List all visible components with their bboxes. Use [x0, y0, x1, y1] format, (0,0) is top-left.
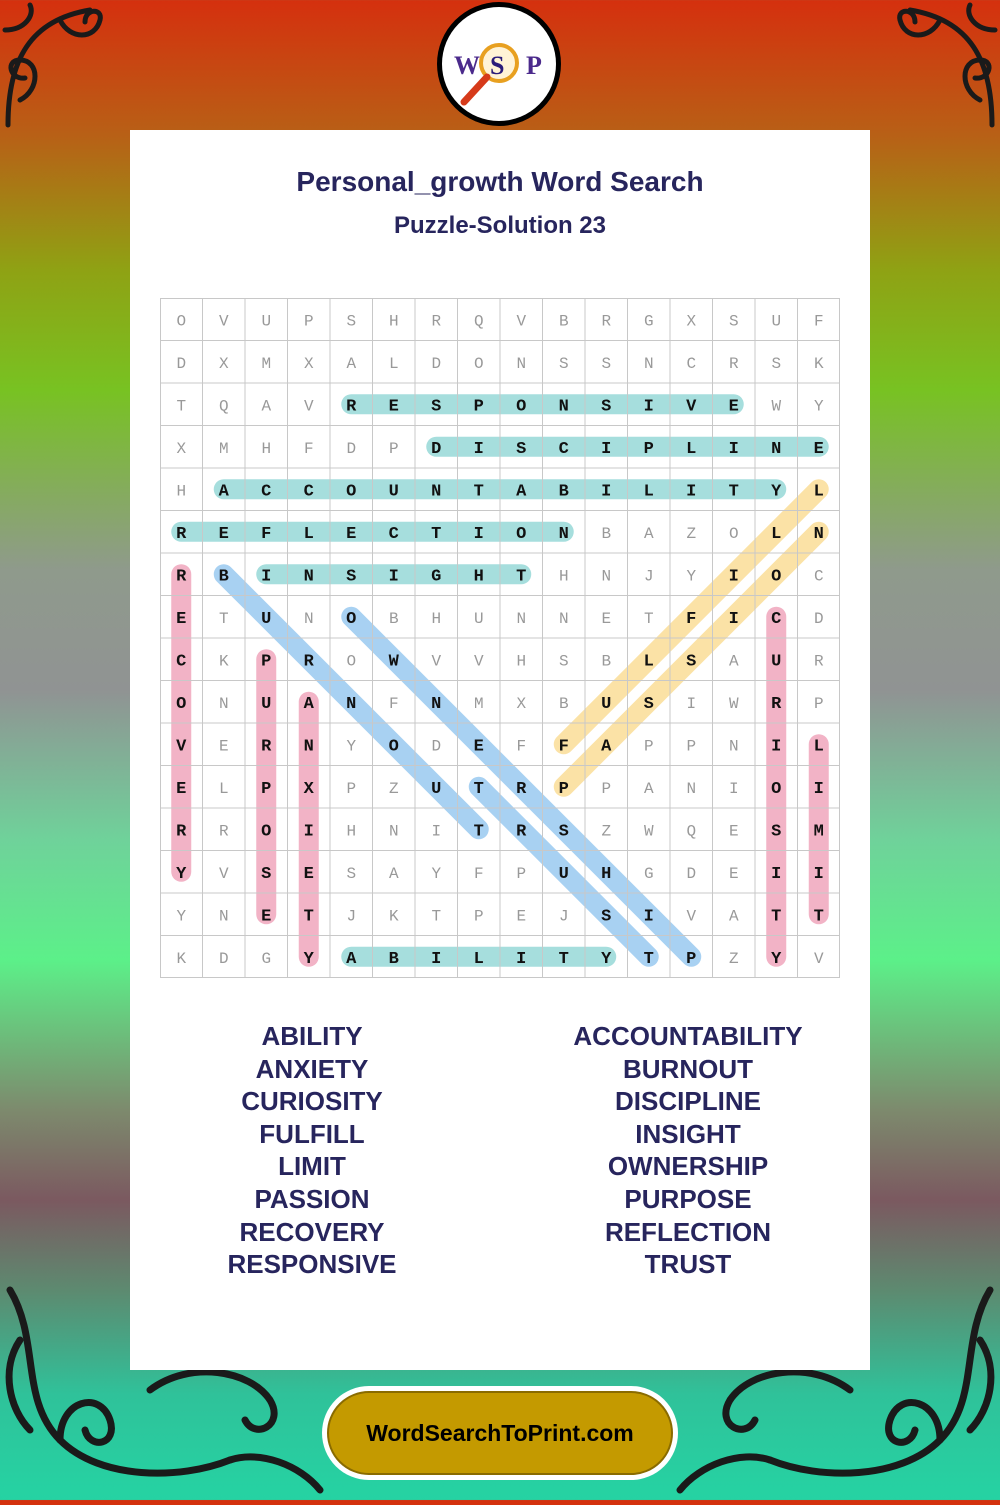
grid-letter-found[interactable]: I [686, 482, 697, 502]
grid-letter[interactable]: A [388, 864, 399, 883]
grid-letter[interactable]: Y [813, 397, 824, 416]
grid-letter[interactable]: D [218, 949, 229, 968]
grid-letter[interactable]: H [558, 567, 569, 586]
grid-letter[interactable]: Y [686, 567, 697, 586]
grid-letter[interactable]: V [218, 312, 229, 331]
grid-letter-found[interactable]: I [813, 864, 824, 884]
word-list-item: REFLECTION [604, 1216, 772, 1247]
grid-letter-found[interactable]: E [728, 397, 739, 417]
grid-letter-found[interactable]: U [261, 694, 272, 714]
grid-letter[interactable]: F [813, 312, 824, 331]
grid-letter-found[interactable]: L [643, 652, 654, 672]
grid-letter[interactable]: P [388, 439, 399, 458]
grid-letter[interactable]: H [261, 439, 272, 458]
grid-letter-found[interactable]: C [388, 524, 399, 544]
grid-letter-found[interactable]: S [431, 397, 442, 417]
grid-letter-found[interactable]: P [558, 779, 569, 799]
grid-letter-found[interactable]: M [813, 822, 824, 842]
word-list-item: BURNOUT [623, 1053, 753, 1084]
grid-letter-found[interactable]: N [303, 567, 314, 587]
grid-letter[interactable]: B [558, 694, 569, 713]
grid-letter-found[interactable]: E [303, 864, 314, 884]
grid-letter-found[interactable]: R [771, 694, 782, 714]
grid-letter-found[interactable]: A [303, 694, 314, 714]
grid-letter-found[interactable]: N [558, 524, 569, 544]
grid-letter[interactable]: P [601, 779, 612, 798]
grid-letter-found[interactable]: O [346, 609, 357, 629]
site-logo[interactable] [437, 2, 561, 126]
grid-letter-found[interactable]: L [303, 524, 314, 544]
grid-letter[interactable]: O [728, 524, 739, 543]
grid-canvas [160, 298, 840, 978]
grid-letter[interactable]: P [346, 779, 357, 798]
word-list-item: DISCIPLINE [615, 1086, 761, 1117]
grid-letter-found[interactable]: T [431, 524, 442, 544]
grid-letter-found[interactable]: S [643, 694, 654, 714]
word-list-item: PURPOSE [624, 1183, 752, 1214]
grid-letter[interactable]: G [261, 949, 272, 968]
page-title: Personal_growth Word Search [296, 166, 704, 197]
grid-letter-found[interactable]: H [473, 567, 484, 587]
grid-letter[interactable]: D [431, 737, 442, 756]
grid-letter[interactable]: D [813, 609, 824, 628]
word-list-item: FULFILL [259, 1118, 365, 1149]
grid-letter-found[interactable]: C [303, 482, 314, 502]
grid-letter-found[interactable]: T [643, 949, 654, 969]
grid-letter-found[interactable]: S [516, 439, 527, 459]
grid-letter-found[interactable]: O [176, 694, 187, 714]
grid-letter-found[interactable]: A [346, 949, 357, 969]
grid-letter-found[interactable]: S [771, 822, 782, 842]
grid-letter-found[interactable]: L [813, 737, 824, 757]
grid-letter-found[interactable]: P [261, 652, 272, 672]
grid-letter[interactable]: U [261, 312, 272, 331]
word-list-item: CURIOSITY [241, 1086, 383, 1117]
grid-letter[interactable]: P [813, 694, 824, 713]
word-list-item: RECOVERY [239, 1216, 385, 1247]
logo-letter: S [490, 51, 505, 80]
grid-letter[interactable]: D [176, 354, 187, 373]
grid-letter-found[interactable]: A [218, 482, 229, 502]
grid-letter-found[interactable]: O [261, 822, 272, 842]
word-list-item: OWNERSHIP [607, 1151, 769, 1182]
grid-letter[interactable]: G [643, 312, 654, 331]
word-list-item: ABILITY [261, 1021, 363, 1051]
grid-letter-found[interactable]: U [261, 609, 272, 629]
corner-ornament-top-right [870, 0, 1000, 130]
grid-letter-found[interactable]: A [516, 482, 527, 502]
grid-letter[interactable]: P [643, 737, 654, 756]
grid-letter[interactable]: S [346, 864, 357, 883]
grid-letter[interactable]: H [388, 312, 399, 331]
word-list-item: ANXIETY [255, 1053, 369, 1084]
grid-letter[interactable]: A [346, 354, 357, 373]
grid-letter[interactable]: W [643, 822, 654, 841]
grid-letter[interactable]: E [601, 609, 612, 628]
grid-letter[interactable]: D [686, 864, 697, 883]
grid-letter-found[interactable]: C [176, 652, 187, 672]
grid-letter[interactable]: H [516, 652, 527, 671]
grid-letter-found[interactable]: O [388, 737, 399, 757]
grid-letter[interactable]: J [643, 567, 654, 586]
grid-letter[interactable]: V [303, 397, 314, 416]
grid-letter-found[interactable]: Y [771, 482, 782, 502]
grid-letter-found[interactable]: U [558, 864, 569, 884]
grid-letter[interactable]: M [473, 694, 484, 713]
grid-letter[interactable]: Y [431, 864, 442, 883]
grid-letter-found[interactable]: F [686, 609, 697, 629]
grid-letter[interactable]: K [388, 907, 399, 926]
grid-letter[interactable]: Z [686, 524, 697, 543]
grid-letter[interactable]: V [431, 652, 442, 671]
grid-letter[interactable]: V [686, 907, 697, 926]
grid-letter-found[interactable]: R [176, 567, 187, 587]
grid-letter-found[interactable]: R [303, 652, 314, 672]
grid-letter-found[interactable]: I [728, 439, 739, 459]
grid-letter-found[interactable]: T [558, 949, 569, 969]
grid-letter[interactable]: R [813, 652, 824, 671]
grid-letter-found[interactable]: B [218, 567, 229, 587]
grid-letter-found[interactable]: T [473, 482, 484, 502]
word-search-grid [160, 298, 840, 978]
grid-letter[interactable]: N [516, 609, 527, 628]
grid-letter-found[interactable]: E [813, 439, 824, 459]
grid-letter-found[interactable]: O [516, 397, 527, 417]
grid-letter-found[interactable]: O [346, 482, 357, 502]
grid-letter[interactable]: E [728, 864, 739, 883]
grid-letter-found[interactable]: P [473, 397, 484, 417]
grid-letter-found[interactable]: I [771, 737, 782, 757]
grid-letter-found[interactable]: C [771, 609, 782, 629]
grid-letter-found[interactable]: S [686, 652, 697, 672]
grid-letter-found[interactable]: R [176, 822, 187, 842]
grid-letter-found[interactable]: D [431, 439, 442, 459]
grid-letter[interactable]: E [516, 907, 527, 926]
grid-letter[interactable]: P [686, 737, 697, 756]
grid-letter-found[interactable]: T [473, 779, 484, 799]
grid-letter[interactable]: V [218, 864, 229, 883]
grid-letter-found[interactable]: B [558, 482, 569, 502]
grid-letter[interactable]: Y [346, 737, 357, 756]
grid-letter-found[interactable]: C [558, 439, 569, 459]
grid-letter[interactable]: I [686, 694, 697, 713]
grid-letter[interactable]: N [686, 779, 697, 798]
grid-letter[interactable]: N [388, 822, 399, 841]
grid-letter-found[interactable]: T [771, 907, 782, 927]
grid-letter[interactable]: O [473, 354, 484, 373]
grid-letter-found[interactable]: U [388, 482, 399, 502]
grid-letter[interactable]: G [643, 864, 654, 883]
grid-letter-found[interactable]: C [261, 482, 272, 502]
grid-letter[interactable]: N [516, 354, 527, 373]
grid-letter-found[interactable]: P [643, 439, 654, 459]
grid-letter[interactable]: H [176, 482, 187, 501]
grid-letter[interactable]: S [346, 312, 357, 331]
grid-letter[interactable]: R [218, 822, 229, 841]
grid-letter-found[interactable]: U [771, 652, 782, 672]
grid-letter-found[interactable]: I [813, 779, 824, 799]
grid-letter[interactable]: N [218, 694, 229, 713]
grid-letter[interactable]: R [601, 312, 612, 331]
grid-letter-found[interactable]: H [601, 864, 612, 884]
grid-letter[interactable]: Y [176, 907, 187, 926]
grid-letter[interactable]: F [388, 694, 399, 713]
grid-letter-found[interactable]: Y [771, 949, 782, 969]
grid-letter[interactable]: H [346, 822, 357, 841]
grid-letter-found[interactable]: N [558, 397, 569, 417]
grid-letter[interactable]: U [771, 312, 782, 331]
grid-letter[interactable]: N [303, 609, 314, 628]
grid-letter-found[interactable]: E [261, 907, 272, 927]
grid-letter[interactable]: V [813, 949, 824, 968]
grid-letter-found[interactable]: U [601, 694, 612, 714]
grid-letter-found[interactable]: F [558, 737, 569, 757]
grid-letter[interactable]: D [431, 354, 442, 373]
grid-letter-found[interactable]: O [516, 524, 527, 544]
grid-letter[interactable]: X [516, 694, 527, 713]
grid-letter-found[interactable]: T [728, 482, 739, 502]
grid-letter-found[interactable]: S [261, 864, 272, 884]
grid-letter[interactable]: P [516, 864, 527, 883]
grid-letter-found[interactable]: I [771, 864, 782, 884]
grid-letter-found[interactable]: I [728, 609, 739, 629]
grid-letter[interactable]: S [558, 354, 569, 373]
grid-letter[interactable]: P [303, 312, 314, 331]
grid-letter-found[interactable]: Y [303, 949, 314, 969]
grid-letter[interactable]: E [218, 737, 229, 756]
grid-letter-found[interactable]: P [261, 779, 272, 799]
grid-letter[interactable]: R [728, 354, 739, 373]
grid-letter[interactable]: N [643, 354, 654, 373]
grid-letter[interactable]: C [686, 354, 697, 373]
grid-letter[interactable]: A [728, 652, 739, 671]
grid-letter[interactable]: M [261, 354, 272, 373]
grid-letter[interactable]: V [473, 652, 484, 671]
grid-letter[interactable]: L [388, 354, 399, 373]
grid-letter[interactable]: K [218, 652, 229, 671]
grid-letter[interactable]: E [728, 822, 739, 841]
grid-letter[interactable]: T [218, 609, 229, 628]
grid-letter-found[interactable]: B [388, 949, 399, 969]
word-list-item: LIMIT [278, 1151, 346, 1182]
grid-letter-found[interactable]: T [303, 907, 314, 927]
grid-letter[interactable]: J [346, 907, 357, 926]
grid-letter[interactable]: T [176, 397, 187, 416]
grid-letter[interactable]: B [601, 652, 612, 671]
grid-letter-found[interactable]: I [728, 567, 739, 587]
grid-letter[interactable]: R [431, 312, 442, 331]
grid-letter[interactable]: T [431, 907, 442, 926]
grid-letter[interactable]: B [558, 312, 569, 331]
grid-letter-found[interactable]: S [558, 822, 569, 842]
grid-letter-found[interactable]: L [686, 439, 697, 459]
grid-letter-found[interactable]: X [303, 779, 314, 799]
grid-letter-found[interactable]: N [346, 694, 357, 714]
grid-letter-found[interactable]: T [473, 822, 484, 842]
grid-letter-found[interactable]: E [388, 397, 399, 417]
grid-letter-found[interactable]: V [686, 397, 697, 417]
word-list-item: INSIGHT [635, 1118, 741, 1149]
grid-letter-found[interactable]: I [643, 907, 654, 927]
grid-letter-found[interactable]: A [601, 737, 612, 757]
word-list-left [132, 1020, 492, 1281]
grid-letter[interactable]: C [813, 567, 824, 586]
grid-letter[interactable]: J [558, 907, 569, 926]
grid-letter-found[interactable]: I [516, 949, 527, 969]
grid-letter[interactable]: I [431, 822, 442, 841]
grid-letter[interactable]: V [516, 312, 527, 331]
grid-letter[interactable]: X [686, 312, 697, 331]
grid-letter[interactable]: P [473, 907, 484, 926]
grid-letter[interactable]: Z [388, 779, 399, 798]
grid-letter[interactable]: X [176, 439, 187, 458]
grid-letter-found[interactable]: I [601, 439, 612, 459]
grid-letter[interactable]: A [643, 779, 654, 798]
grid-letter-found[interactable]: I [431, 949, 442, 969]
grid-letter[interactable]: S [728, 312, 739, 331]
grid-letter[interactable]: A [728, 907, 739, 926]
grid-letter[interactable]: S [771, 354, 782, 373]
grid-letter[interactable]: S [601, 354, 612, 373]
grid-letter-found[interactable]: R [346, 397, 357, 417]
page-subtitle: Puzzle-Solution 23 [393, 212, 606, 239]
grid-letter-found[interactable]: Y [601, 949, 612, 969]
grid-letter-found[interactable]: E [218, 524, 229, 544]
logo-letter: W [454, 51, 480, 80]
grid-letter[interactable]: Q [686, 822, 697, 841]
grid-letter-found[interactable]: S [601, 397, 612, 417]
word-list-right [508, 1020, 868, 1281]
grid-letter-found[interactable]: O [771, 779, 782, 799]
grid-letter[interactable]: S [558, 652, 569, 671]
grid-letter-found[interactable]: I [643, 397, 654, 417]
grid-letter[interactable]: F [303, 439, 314, 458]
grid-letter-found[interactable]: T [516, 567, 527, 587]
grid-letter-found[interactable]: Y [176, 864, 187, 884]
grid-letter-found[interactable]: N [303, 737, 314, 757]
grid-letter[interactable]: F [516, 737, 527, 756]
grid-letter-found[interactable]: I [601, 482, 612, 502]
grid-letter[interactable]: U [473, 609, 484, 628]
grid-letter-found[interactable]: E [176, 779, 187, 799]
grid-letter-found[interactable]: S [601, 907, 612, 927]
grid-letter[interactable]: A [643, 524, 654, 543]
word-list-item: PASSION [254, 1183, 370, 1214]
grid-letter-found[interactable]: W [388, 652, 399, 672]
grid-letter-found[interactable]: R [516, 779, 527, 799]
grid-letter[interactable]: L [218, 779, 229, 798]
grid-letter-found[interactable]: N [431, 694, 442, 714]
grid-letter[interactable]: W [728, 694, 739, 713]
word-list-item: ACCOUNTABILITY [573, 1021, 803, 1051]
grid-letter[interactable]: Q [218, 397, 229, 416]
corner-ornament-top-left [0, 0, 130, 130]
website-link-button[interactable] [322, 1386, 678, 1480]
grid-letter[interactable]: N [218, 907, 229, 926]
grid-letter-found[interactable]: E [176, 609, 187, 629]
grid-letter-found[interactable]: N [813, 524, 824, 544]
grid-letter[interactable]: H [431, 609, 442, 628]
website-link-label: WordSearchToPrint.com [327, 1391, 673, 1475]
grid-letter-found[interactable]: G [431, 567, 442, 587]
grid-letter-found[interactable]: E [473, 737, 484, 757]
grid-letter-found[interactable]: S [346, 567, 357, 587]
grid-letter-found[interactable]: I [261, 567, 272, 587]
grid-letter[interactable]: O [176, 312, 187, 331]
grid-letter-found[interactable]: N [771, 439, 782, 459]
grid-letter[interactable]: W [771, 397, 782, 416]
grid-letter-found[interactable]: R [516, 822, 527, 842]
grid-letter[interactable]: Z [728, 949, 739, 968]
grid-letter-found[interactable]: F [261, 524, 272, 544]
grid-letter-found[interactable]: R [176, 524, 187, 544]
grid-letter-found[interactable]: L [473, 949, 484, 969]
grid-letter[interactable]: Q [473, 312, 484, 331]
grid-letter-found[interactable]: O [771, 567, 782, 587]
grid-letter-found[interactable]: L [813, 482, 824, 502]
grid-letter[interactable]: K [176, 949, 187, 968]
grid-letter-found[interactable]: I [388, 567, 399, 587]
grid-letter-found[interactable]: T [813, 907, 824, 927]
grid-letter[interactable]: Z [601, 822, 612, 841]
grid-letter[interactable]: X [218, 354, 229, 373]
grid-letter[interactable]: M [218, 439, 229, 458]
grid-letter[interactable]: O [346, 652, 357, 671]
grid-letter[interactable]: T [643, 609, 654, 628]
grid-letter[interactable]: D [346, 439, 357, 458]
logo-letter: P [526, 51, 542, 80]
grid-letter-found[interactable]: P [686, 949, 697, 969]
grid-letter-found[interactable]: N [431, 482, 442, 502]
grid-letter-found[interactable]: I [473, 439, 484, 459]
grid-letter[interactable]: N [601, 567, 612, 586]
grid-letter[interactable]: K [813, 354, 824, 373]
grid-letter[interactable]: B [601, 524, 612, 543]
grid-letter[interactable]: N [558, 609, 569, 628]
grid-letter-found[interactable]: L [643, 482, 654, 502]
grid-letter[interactable]: I [728, 779, 739, 798]
grid-letter[interactable]: X [303, 354, 314, 373]
grid-letter[interactable]: N [728, 737, 739, 756]
grid-letter-found[interactable]: V [176, 737, 187, 757]
grid-letter-found[interactable]: I [473, 524, 484, 544]
word-list-item: TRUST [644, 1249, 732, 1280]
word-list-item: RESPONSIVE [227, 1249, 397, 1280]
grid-letter[interactable]: A [261, 397, 272, 416]
grid-letter-found[interactable]: R [261, 737, 272, 757]
grid-letter[interactable]: B [388, 609, 399, 628]
grid-letter-found[interactable]: E [346, 524, 357, 544]
grid-letter[interactable]: F [473, 864, 484, 883]
grid-letter-found[interactable]: U [431, 779, 442, 799]
grid-letter-found[interactable]: I [303, 822, 314, 842]
grid-letter-found[interactable]: L [771, 524, 782, 544]
